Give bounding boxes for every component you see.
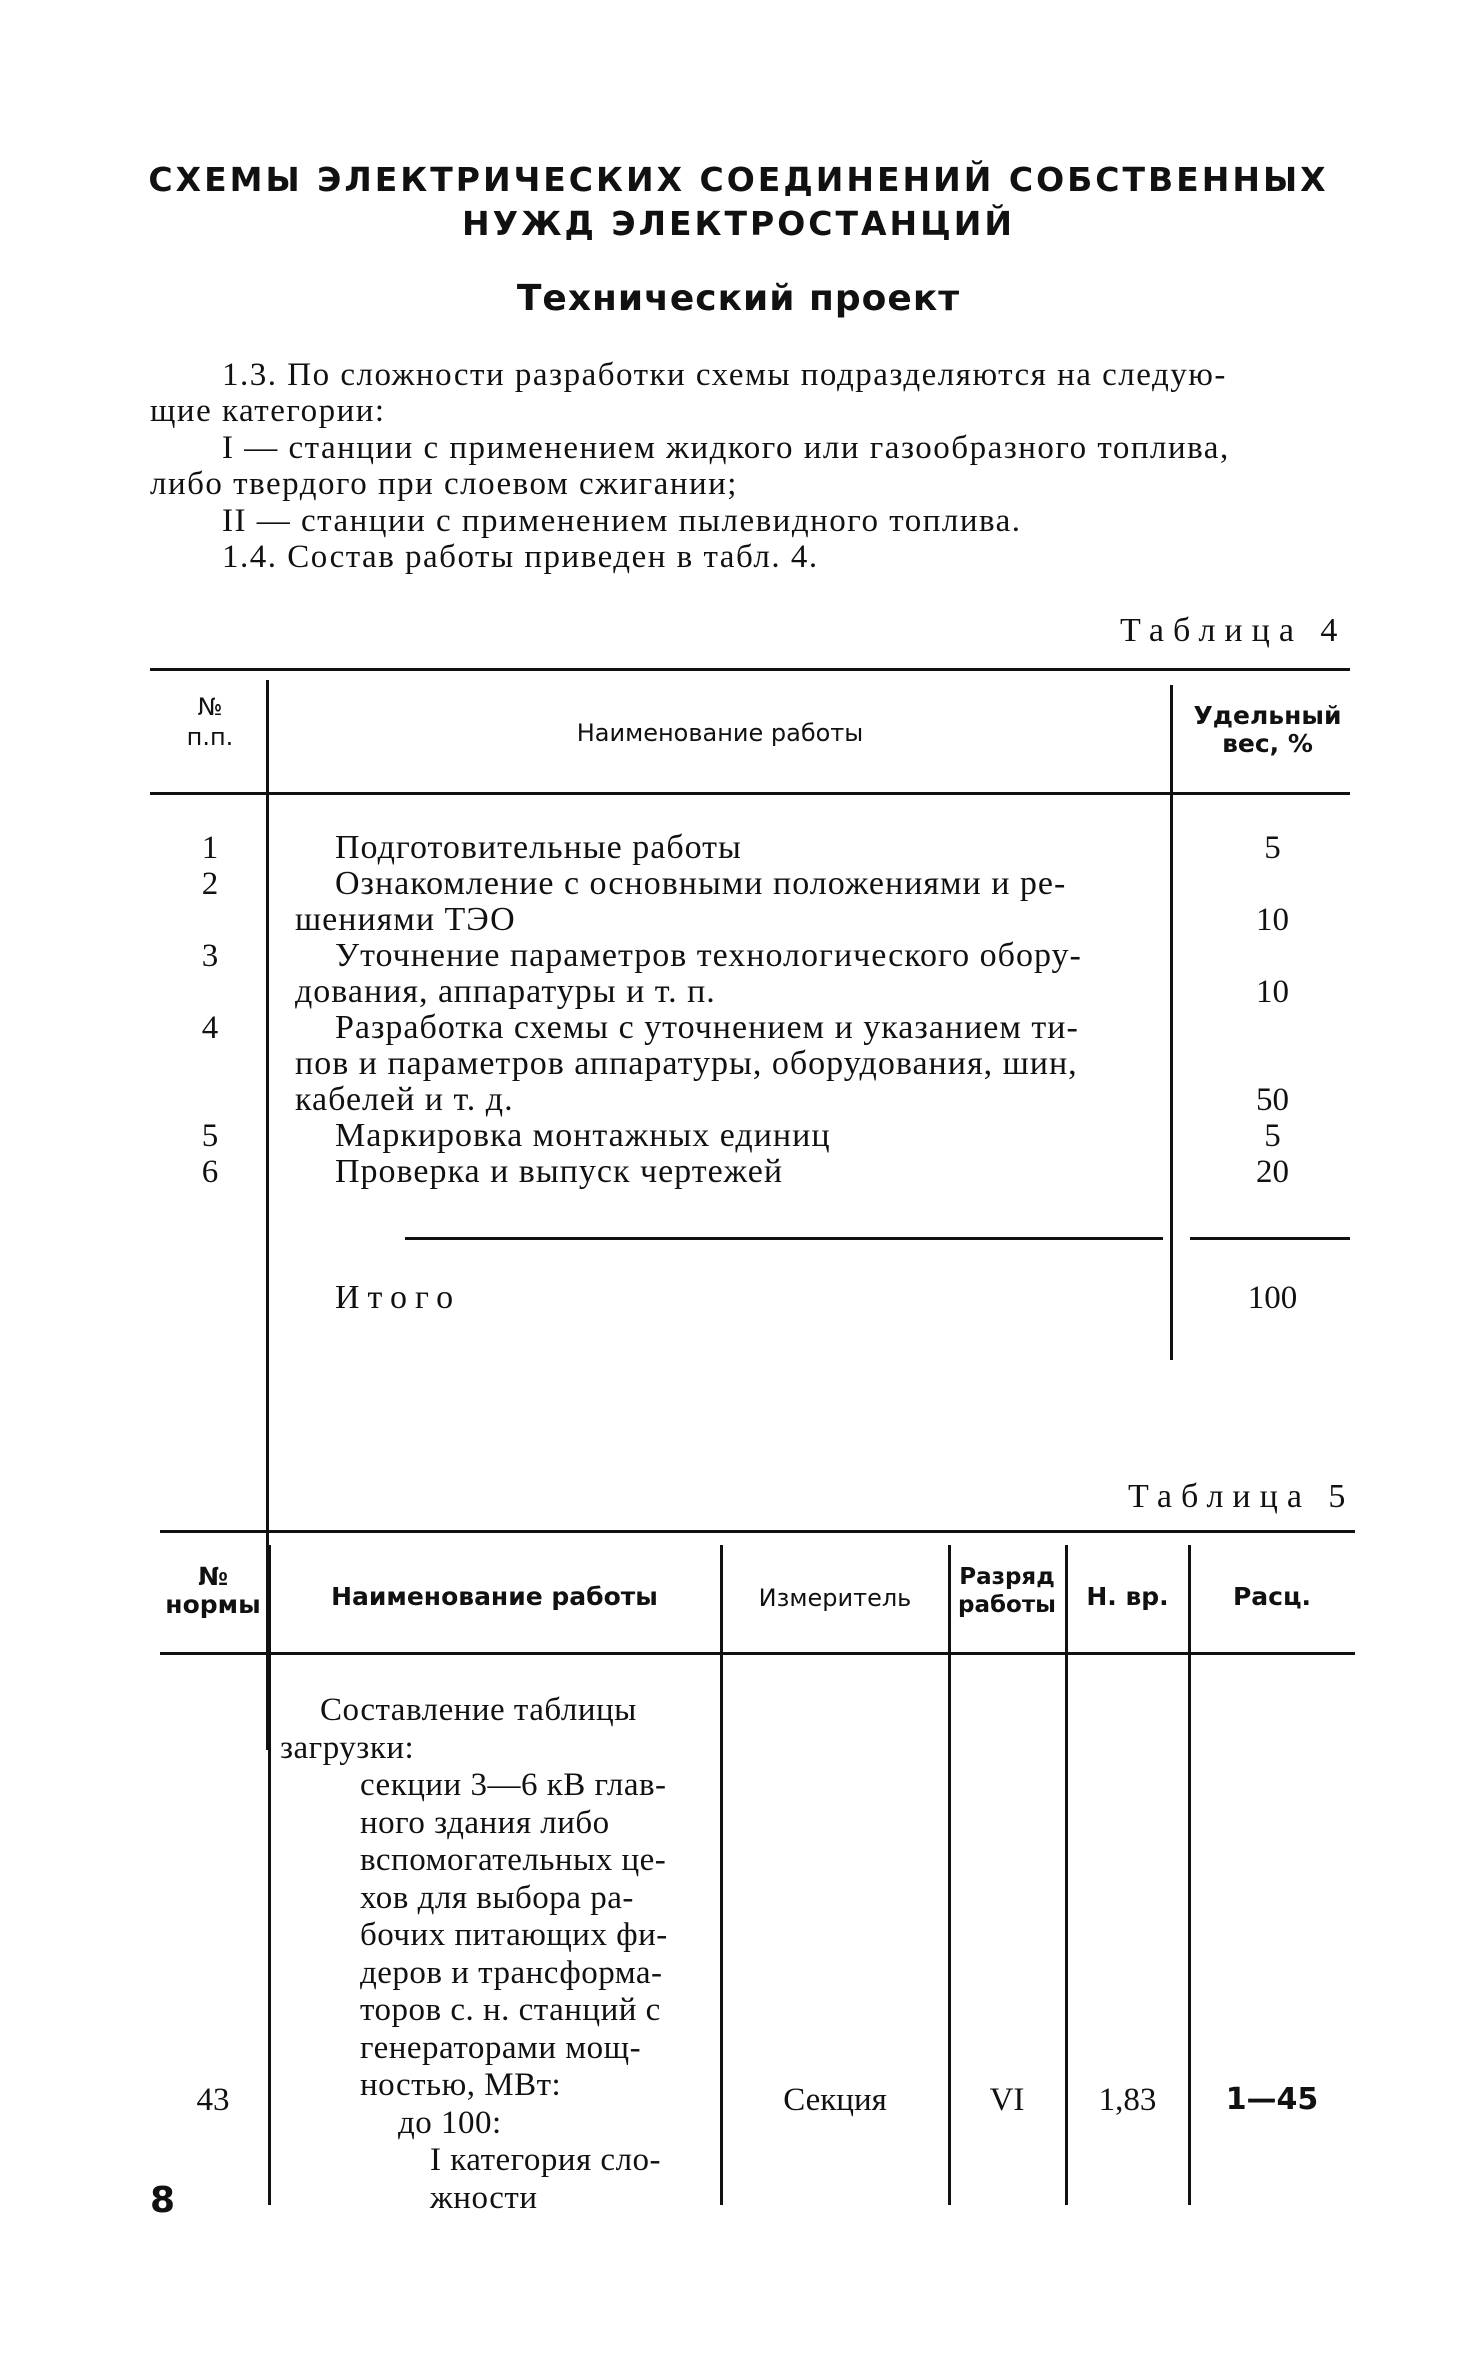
table5-name-line: загрузки: [280,1730,415,1766]
table5-top-rule [160,1530,1355,1533]
paragraph-line: либо твердого при слоевом сжигании; [150,466,738,502]
table5-caption: Таблица 5 [1128,1478,1355,1515]
table5-column-divider [268,1545,271,2205]
table5-name-line: деров и трансформа- [360,1955,663,1991]
table5-column-divider [1065,1545,1068,2205]
table5-price-value: 1—45 [1225,2082,1319,2117]
header-grade-line1: Разряд [959,1564,1055,1590]
table4-row-text: Маркировка монтажных единиц [335,1117,831,1154]
table4-row-text: Уточнение параметров технологического обору- [335,937,1082,974]
table4-total-rule [1190,1237,1350,1240]
table5-name-line: жности [430,2180,538,2216]
document-subtitle: Технический проект [516,278,961,319]
table5-name-line: торов с. н. станций с [360,1992,661,2028]
table4-row-number: 1 [201,830,219,866]
table4-header-num [155,692,265,752]
table5-time-value: 1,83 [1098,2082,1157,2118]
table5-column-divider [720,1545,723,2205]
table5-column-divider [948,1545,951,2205]
table5-name-line: до 100: [398,2105,502,2141]
table5-name-line: генераторами мощ- [360,2030,642,2066]
header-grade-line2: работы [958,1592,1056,1618]
table5-column-divider [1188,1545,1191,2205]
table5-name-line: вспомогательных це- [360,1842,667,1878]
table4-row-value: 20 [1256,1154,1289,1190]
table5-grade-value: VI [989,2082,1025,2118]
table5-name-line: секции 3—6 кВ глав- [360,1767,667,1803]
paragraph-line: II — станции с применением пылевидного топлива. [222,503,1022,539]
table5-header-time: Н. вр. [1086,1582,1169,1611]
table5-name-line: бочих питающих фи- [360,1917,668,1953]
table4-total-value: 100 [1247,1280,1298,1316]
page-number: 8 [150,2180,176,2221]
table4-top-rule [150,668,1350,671]
table4-row-value: 10 [1256,902,1289,938]
table4-row-value: 5 [1264,830,1281,866]
table4-row-text: дования, аппаратуры и т. п. [295,973,716,1010]
header-num-symbol: № [197,693,223,721]
table4-row-text: кабелей и т. д. [295,1081,514,1118]
table4-row-number: 5 [201,1118,219,1154]
paragraph-line: 1.3. По сложности разработки схемы подразделяются на следую- [222,357,1227,393]
table5-name-line: ностью, МВт: [360,2067,562,2103]
table4-row-text: Ознакомление с основными положениями и ре- [335,865,1067,902]
header-num-label: п.п. [186,723,234,751]
paragraph-line: щие категории: [150,393,386,429]
table4-row-text: Проверка и выпуск чертежей [335,1153,784,1190]
table5-name-line: I категория сло- [430,2142,662,2178]
table4-row-value: 10 [1256,974,1289,1010]
header-norm-symbol: № [197,1562,229,1591]
table4-row-number: 6 [201,1154,219,1190]
table5-header-rule [160,1652,1355,1655]
document-title-line1: СХЕМЫ ЭЛЕКТРИЧЕСКИХ СОЕДИНЕНИЙ СОБСТВЕННЫХ [148,160,1329,199]
table4-row-value: 5 [1264,1118,1281,1154]
table4-caption: Таблица 4 [1120,612,1347,649]
table5-name-line: хов для выбора ра- [360,1880,634,1916]
table4-row-text: Разработка схемы с уточнением и указанием ти- [335,1009,1079,1046]
table4-header-name: Наименование работы [576,719,864,747]
table5-norm-value: 43 [196,2082,230,2118]
table5-unit-value: Секция [783,2082,887,2118]
document-title-line2: НУЖД ЭЛЕКТРОСТАНЦИЙ [462,204,1015,243]
table5-header-price: Расц. [1232,1582,1312,1611]
header-norm-label: нормы [165,1590,261,1619]
paragraph-line: I — станции с применением жидкого или газообразного топлива, [222,430,1230,466]
table5-header-name: Наименование работы [331,1582,658,1611]
header-weight-line1: Удельный [1193,701,1342,730]
table4-column-divider [1170,685,1173,1360]
table4-row-value: 50 [1256,1082,1289,1118]
table5-header-norm [160,1563,266,1619]
table5-name-line: ного здания либо [360,1805,610,1841]
paragraph-line: 1.4. Состав работы приведен в табл. 4. [222,539,819,575]
table4-total-rule [405,1237,1163,1240]
table4-row-text: Подготовительные работы [335,829,742,866]
table4-header-weight [1180,702,1355,758]
table4-total-label: Итого [335,1279,462,1316]
table4-row-text: шениями ТЭО [295,901,516,938]
table4-row-number: 3 [201,938,219,974]
table4-row-number: 4 [201,1010,219,1046]
table4-row-text: пов и параметров аппаратуры, оборудования, шин, [295,1045,1078,1082]
table5-header-unit: Измеритель [758,1584,912,1612]
table5-header-grade [952,1563,1062,1619]
header-weight-line2: вес, % [1222,729,1313,758]
table5-name-line: Составление таблицы [320,1692,637,1728]
table4-row-number: 2 [201,866,219,902]
